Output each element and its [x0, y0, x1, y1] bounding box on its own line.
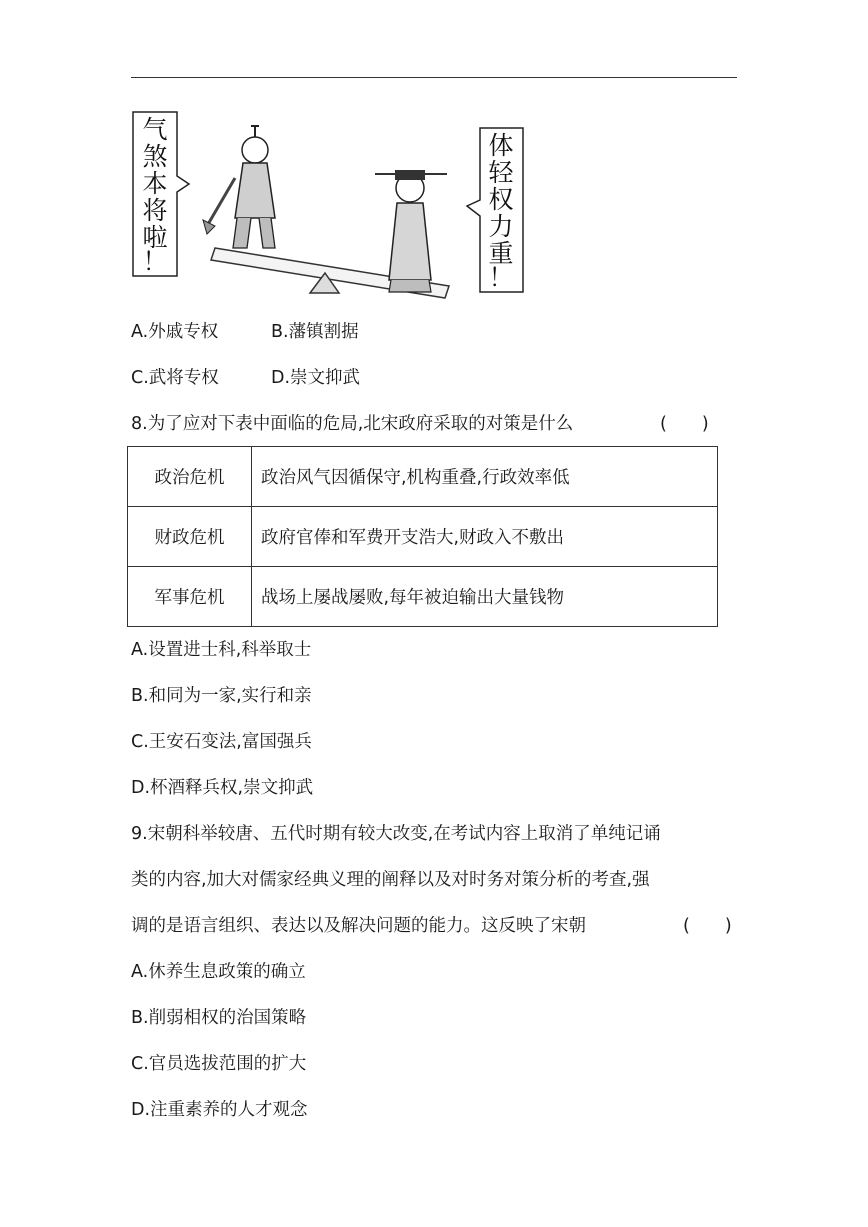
- table-row: [128, 567, 718, 627]
- right-bubble-char-4: 力: [488, 212, 514, 241]
- q8-option-a[interactable]: A.设置进士科,科举取士: [131, 640, 312, 660]
- right-bubble-char-1: 体: [488, 131, 514, 160]
- left-bubble-char-2: 煞: [142, 142, 168, 171]
- q9-stem-line-3: 调的是语言组织、表达以及解决问题的能力。这反映了宋朝: [131, 916, 586, 936]
- left-bubble-char-5: 啦: [142, 223, 168, 252]
- q7-option-letter: D.: [271, 368, 291, 388]
- q9-stem-line-2: 类的内容,加大对儒家经典义理的阐释以及对时务对策分析的考查,强: [131, 870, 650, 890]
- q9-stem-line-1: 9.宋朝科举较唐、五代时期有较大改变,在考试内容上取消了单纯记诵: [131, 824, 661, 844]
- general-figure: [203, 126, 275, 248]
- right-bubble-char-5: 重: [488, 239, 514, 268]
- seesaw-cartoon: [125, 108, 530, 308]
- q7-option-letter: C.: [131, 368, 149, 388]
- crisis-description: 政府官俸和军费开支浩大,财政入不敷出: [252, 507, 718, 567]
- q8-option-b[interactable]: B.和同为一家,实行和亲: [131, 686, 312, 706]
- q9-option-d[interactable]: D.注重素养的人才观念: [131, 1100, 308, 1120]
- q7-option-text: 藩镇割据: [288, 322, 359, 342]
- crisis-description: 战场上屡战屡败,每年被迫输出大量钱物: [252, 567, 718, 627]
- q7-option-text: 武将专权: [148, 368, 219, 388]
- crisis-category: 政治危机: [128, 447, 252, 507]
- crisis-description: 政治风气因循保守,机构重叠,行政效率低: [252, 447, 718, 507]
- q7-option-letter: B.: [271, 322, 289, 342]
- crisis-table: [127, 446, 718, 627]
- q8-option-d[interactable]: D.杯酒释兵权,崇文抑武: [131, 778, 314, 798]
- q7-option-c[interactable]: [131, 366, 219, 390]
- crisis-category: 军事危机: [128, 567, 252, 627]
- q9-option-c[interactable]: C.官员选拔范围的扩大: [131, 1054, 307, 1074]
- left-speech-bubble: [133, 112, 189, 276]
- left-bubble-char-1: 气: [142, 115, 168, 144]
- crisis-category: 财政危机: [128, 507, 252, 567]
- right-bubble-char-2: 轻: [488, 158, 514, 187]
- q9-answer-blank: ( ): [683, 916, 732, 936]
- q8-option-c[interactable]: C.王安石变法,富国强兵: [131, 732, 312, 752]
- q7-option-d[interactable]: [271, 366, 360, 390]
- left-bubble-char-6: ！: [142, 247, 168, 276]
- q7-option-text: 外戚专权: [148, 322, 219, 342]
- q8-answer-blank: ( ): [660, 414, 709, 434]
- table-row: [128, 507, 718, 567]
- q7-option-letter: A.: [131, 322, 149, 342]
- right-bubble-char-6: ！: [488, 263, 514, 292]
- right-bubble-char-3: 权: [488, 185, 514, 214]
- official-figure: [375, 170, 447, 292]
- q7-option-b[interactable]: [271, 320, 359, 344]
- header-rule: [131, 77, 737, 78]
- q7-option-text: 崇文抑武: [290, 368, 361, 388]
- left-bubble-char-4: 将: [142, 196, 168, 225]
- q8-stem: 8.为了应对下表中面临的危局,北宋政府采取的对策是什么: [131, 414, 574, 434]
- right-speech-bubble: [467, 128, 523, 292]
- q9-option-a[interactable]: A.休养生息政策的确立: [131, 962, 306, 982]
- q7-option-a[interactable]: [131, 320, 218, 344]
- table-row: [128, 447, 718, 507]
- left-bubble-char-3: 本: [142, 169, 168, 198]
- q9-option-b[interactable]: B.削弱相权的治国策略: [131, 1008, 307, 1028]
